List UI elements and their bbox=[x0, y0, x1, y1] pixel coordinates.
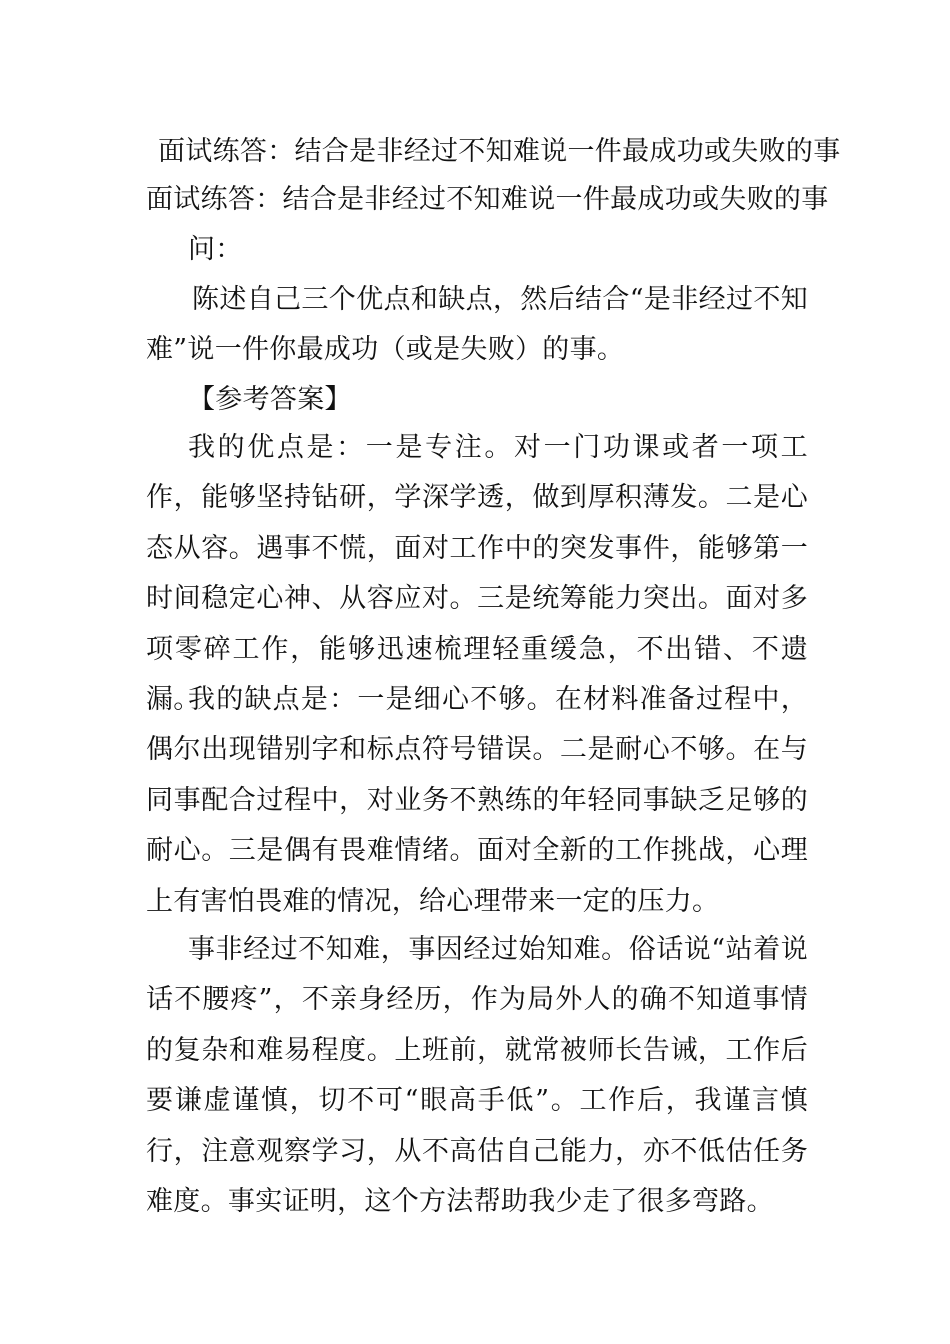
answer-heading: 【参考答案】 bbox=[188, 384, 352, 415]
title-line-1: 面试练答：结合是非经过不知难说一件最成功或失败的事 bbox=[158, 136, 841, 167]
strengths-paragraph: 我的优点是：一是专注。对一门功课或者一项工作，能够坚持钻研，学深学透，做到厚积薄发。二是心态从容。遇事不慌，面对工作中的突发事件，能够第一时间稳定心神、从容应对。三是统筹能力突出。面对多项零碎工作，能够迅速梳理轻重缓急，不出错、不遗漏。 bbox=[146, 432, 808, 716]
question-text: 陈述自己三个优点和缺点，然后结合“是非经过不知难”说一件你最成功（或是失败）的事。 bbox=[146, 284, 808, 366]
title-line-2: 面试练答：结合是非经过不知难说一件最成功或失败的事 bbox=[146, 184, 829, 215]
weaknesses-paragraph: 我的缺点是：一是细心不够。在材料准备过程中，偶尔出现错别字和标点符号错误。二是耐心不够。在与同事配合过程中，对业务不熟练的年轻同事缺乏足够的耐心。三是偶有畏难情绪。面对全新的工作挑战，心理上有害怕畏难的情况，给心理带来一定的压力。 bbox=[146, 684, 808, 917]
story-paragraph: 事非经过不知难，事因经过始知难。俗话说“站着说话不腰疼”，不亲身经历，作为局外人的确不知道事情的复杂和难易程度。上班前，就常被师长告诫，工作后要谦虚谨慎，切不可“眼高手低”。工作后，我谨言慎行，注意观察学习，从不高估自己能力，亦不低估任务难度。事实证明，这个方法帮助我少走了很多弯路。 bbox=[146, 934, 808, 1218]
question-label: 问： bbox=[188, 234, 243, 265]
